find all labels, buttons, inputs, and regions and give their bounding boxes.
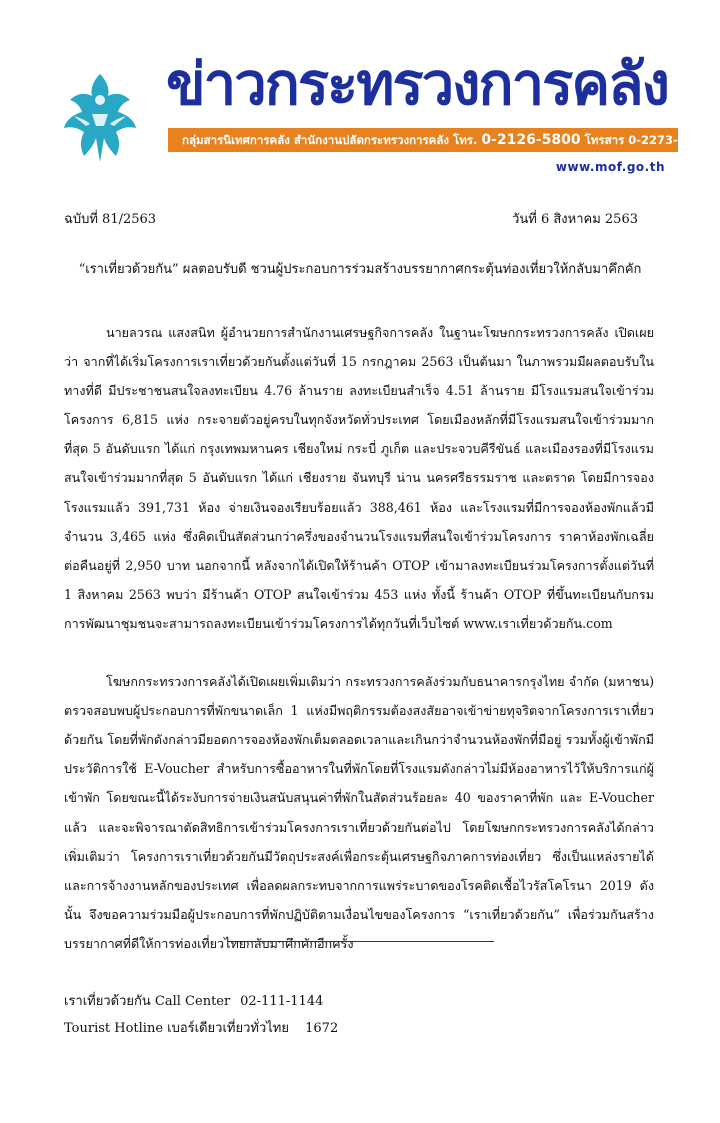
letterhead — [0, 0, 720, 185]
hotline-row — [64, 1015, 338, 1042]
fax-number: 0-2273-9763 — [628, 133, 710, 147]
contact-text: กลุ่มสารนิเทศการคลัง สำนักงานปลัดกระทรวงการคลัง โทร. — [182, 133, 478, 147]
website-link[interactable]: www.mof.go.th — [555, 160, 665, 174]
hotline-number: 1672 — [305, 1021, 339, 1036]
divider — [228, 941, 494, 942]
contact-footer — [64, 988, 338, 1042]
paragraph: โฆษกกระทรวงการคลังได้เปิดเผยเพิ่มเติมว่า กระทรวงการคลังร่วมกับธนาคารกรุงไทย จำกัด (มหาชน) ตรวจสอบพบผู้ประกอบการที่พักขนาดเล็ก 1 แห่งมีพฤติกรรมต้องสงสัยอาจเข้าข่ายทุจริตจากโครงการเราเที่ยวด้วยกัน โดยที่พักดังกล่าวมียอดการจองห้องพักเต็มตลอดเวลาและเกินกว่าจำนวนห้องพักที่มีอยู่ รวมทั้งผู้เข้าพักมีประวัติการใช้ E-Voucher สำหรับการซื้ออาหารในที่พักโดยที่โรงแรมดังกล่าวไม่มีห้องอาหารไว้ให้บริการแก่ผู้เข้าพัก โดยขณะนี้ได้ระงับการจ่ายเงินสนับสนุนค่าที่พักในสัดส่วนร้อยละ 40 ของราคาที่พัก และ E-Voucher แล้ว และจะพิจารณาตัดสิทธิการเข้าร่วมโครงการเราเที่ยวด้วยกันต่อไป โดยโฆษกกระทรวงการคลังได้กล่าวเพิ่มเติมว่า โครงการเราเที่ยวด้วยกันมีวัตถุประสงค์เพื่อกระตุ้นเศรษฐกิจภาคการท่องเที่ยว ซึ่งเป็นแหล่งรายได้และการจ้างงานหลักของประเทศ เพื่อลดผลกระทบจากการแพร่ระบาดของโรคติดเชื้อไวรัสโคโรนา 2019 ดังนั้น จึงขอความร่วมมือผู้ประกอบการที่พักปฏิบัติตามเงื่อนไขของโครงการ “เราเที่ยวด้วยกัน” เพื่อร่วมกันสร้างบรรยากาศที่ดีให้การท่องเที่ยวไทยกลับมาคึกคักอีกครั้ง — [64, 674, 654, 951]
issue-number: ฉบับที่ 81/2563 — [64, 212, 157, 227]
hotline-label: Tourist Hotline เบอร์เดียวเที่ยวทั่วไทย — [64, 1021, 289, 1036]
call-center-label: เราเที่ยวด้วยกัน Call Center — [64, 994, 231, 1009]
paragraph: นายลวรณ แสงสนิท ผู้อำนวยการสำนักงานเศรษฐกิจการคลัง ในฐานะโฆษกกระทรวงการคลัง เปิดเผยว่า จากที่ได้เริ่มโครงการเราเที่ยวด้วยกันตั้งแต่วันที่ 15 กรกฎาคม 2563 เป็นต้นมา ในภาพรวมมีผลตอบรับในทางที่ดี มีประชาชนสนใจลงทะเบียน 4.76 ล้านราย ลงทะเบียนสำเร็จ 4.51 ล้านราย มีโรงแรมสนใจเข้าร่วมโครงการ 6,815 แห่ง กระจายตัวอยู่ครบในทุกจังหวัดทั่วประเทศ โดยเมืองหลักที่มีโรงแรมสนใจเข้าร่วมมากที่สุด 5 อันดับแรก ได้แก่ กรุงเทพมหานคร เชียงใหม่ กระบี่ ภูเก็ต และประจวบคีรีขันธ์ และเมืองรองที่มีโรงแรมสนใจเข้าร่วมมากที่สุด 5 อันดับแรก ได้แก่ เชียงราย จันทบุรี น่าน นครศรีธรรมราช และตราด โดยมีการจองโรงแรมแล้ว 391,731 ห้อง จ่ายเงินจองเรียบร้อยแล้ว 388,461 ห้อง และโรงแรมที่มีการจองห้องพักแล้วมีจำนวน 3,465 แห่ง ซึ่งคิดเป็นสัดส่วนกว่าครึ่งของจำนวนโรงแรมที่สนใจเข้าร่วมโครงการ ราคาห้องพักเฉลี่ยต่อคืนอยู่ที่ 2,950 บาท นอกจากนี้ หลังจากได้เปิดให้ร้านค้า OTOP เข้ามาลงทะเบียนร่วมโครงการตั้งแต่วันที่ 1 สิงหาคม 2563 พบว่า มีร้านค้า OTOP สนใจเข้าร่วม 453 แห่ง ทั้งนี้ ร้านค้า OTOP ที่ขึ้นทะเบียนกับกรมการพัฒนาชุมชนจะสามารถลงทะเบียนเข้าร่วมโครงการได้ทุกวันที่เว็บไซต์ www.เราเที่ยวด้วยกัน.com — [64, 325, 654, 631]
fax-label: โทรสาร — [584, 133, 625, 147]
garuda-emblem-icon — [60, 70, 140, 166]
phone-number: 0-2126-5800 — [481, 132, 581, 148]
press-release-body — [64, 318, 654, 958]
issue-date: วันที่ 6 สิงหาคม 2563 — [512, 212, 638, 227]
press-release-headline: “เราเที่ยวด้วยกัน” ผลตอบรับดี ชวนผู้ประกอบการร่วมสร้างบรรยากาศกระตุ้นท่องเที่ยวให้กลับมาคึกคัก — [78, 262, 642, 277]
brand-title: ข่าวกระทรวงการคลัง — [166, 50, 668, 118]
contact-line — [182, 128, 710, 152]
call-center-row — [64, 988, 338, 1015]
call-center-number: 02-111-1144 — [240, 994, 324, 1009]
